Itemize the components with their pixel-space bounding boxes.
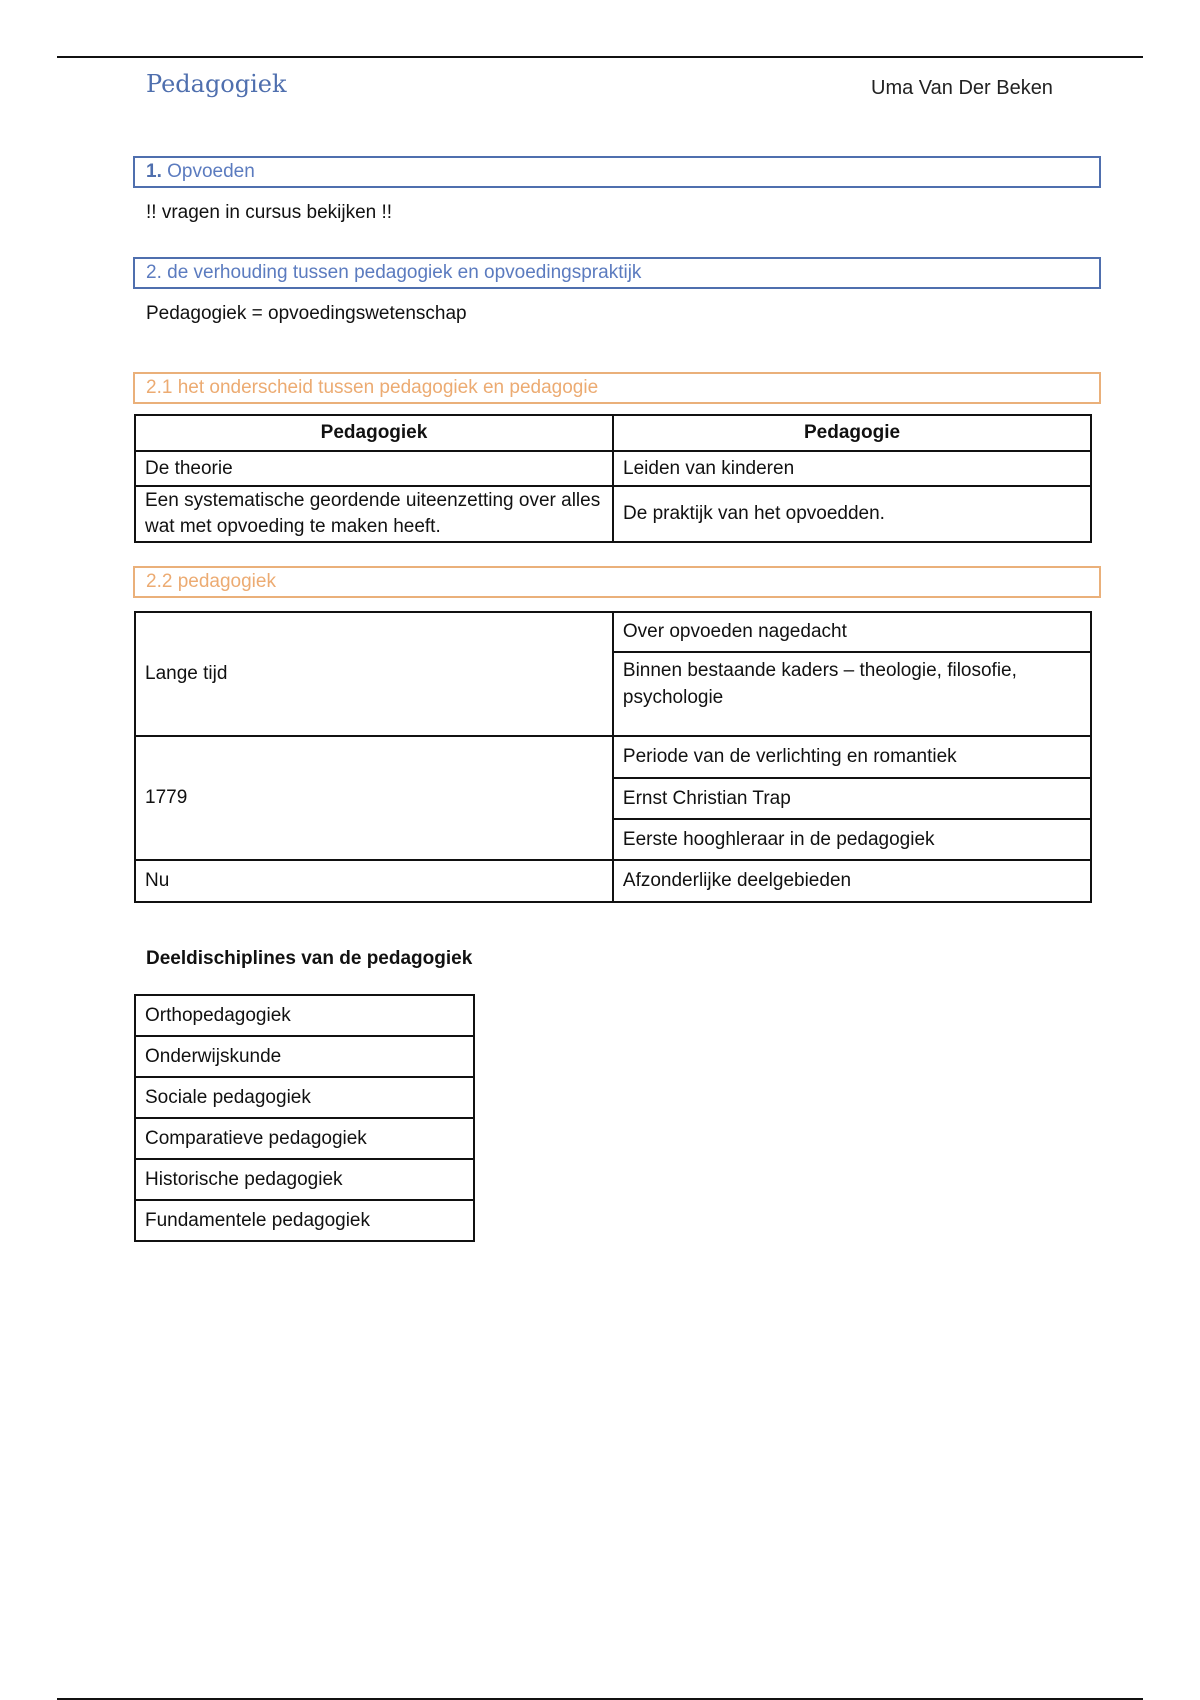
table-cell: Periode van de verlichting en romantiek bbox=[613, 736, 1091, 778]
table-header-row bbox=[135, 415, 1091, 451]
period-label: 1779 bbox=[135, 736, 613, 860]
discipline-cell: Orthopedagogiek bbox=[135, 995, 474, 1036]
comparison-table bbox=[134, 414, 1092, 543]
section-2-definition: Pedagogiek = opvoedingswetenschap bbox=[146, 303, 467, 324]
table-row bbox=[135, 1036, 474, 1077]
disciplines-table bbox=[134, 994, 475, 1242]
table-cell: Over opvoeden nagedacht bbox=[613, 612, 1091, 652]
discipline-cell: Comparatieve pedagogiek bbox=[135, 1118, 474, 1159]
heading-section-2-2: 2.2 pedagogiek bbox=[133, 566, 1101, 598]
table-row bbox=[135, 736, 1091, 778]
table-row bbox=[135, 1077, 474, 1118]
table-row bbox=[135, 451, 1091, 486]
table-cell: De theorie bbox=[135, 451, 613, 486]
discipline-cell: Historische pedagogiek bbox=[135, 1159, 474, 1200]
section-1-note: !! vragen in cursus bekijken !! bbox=[146, 202, 393, 223]
history-table bbox=[134, 611, 1092, 903]
table-cell: Afzonderlijke deelgebieden bbox=[613, 860, 1091, 902]
heading-section-2-1: 2.1 het onderscheid tussen pedagogiek en pedagogie bbox=[133, 372, 1101, 404]
heading-text: Opvoeden bbox=[167, 161, 255, 182]
table-row bbox=[135, 1118, 474, 1159]
table-cell: Binnen bestaande kaders – theologie, filosofie, psychologie bbox=[613, 652, 1091, 736]
disciplines-heading: Deeldischiplines van de pedagogiek bbox=[146, 948, 473, 969]
table-row bbox=[135, 860, 1091, 902]
table-cell: Ernst Christian Trap bbox=[613, 778, 1091, 819]
heading-number: 1. bbox=[146, 161, 162, 182]
discipline-cell: Fundamentele pedagogiek bbox=[135, 1200, 474, 1241]
table-row bbox=[135, 486, 1091, 542]
author-name: Uma Van Der Beken bbox=[871, 77, 1053, 99]
table-cell: Eerste hooghleraar in de pedagogiek bbox=[613, 819, 1091, 860]
discipline-cell: Onderwijskunde bbox=[135, 1036, 474, 1077]
table-row bbox=[135, 995, 474, 1036]
table-cell: Leiden van kinderen bbox=[613, 451, 1091, 486]
table-row bbox=[135, 1159, 474, 1200]
table-cell: De praktijk van het opvoedden. bbox=[613, 486, 1091, 542]
column-header: Pedagogie bbox=[613, 415, 1091, 451]
top-rule bbox=[57, 56, 1143, 58]
document-title: Pedagogiek bbox=[146, 70, 287, 98]
heading-section-1 bbox=[133, 156, 1101, 188]
table-cell: Een systematische geordende uiteenzetting over alles wat met opvoeding te maken heeft. bbox=[135, 486, 613, 542]
period-label: Nu bbox=[135, 860, 613, 902]
column-header: Pedagogiek bbox=[135, 415, 613, 451]
period-label: Lange tijd bbox=[135, 612, 613, 736]
heading-section-2: 2. de verhouding tussen pedagogiek en opvoedingspraktijk bbox=[133, 257, 1101, 289]
table-row bbox=[135, 1200, 474, 1241]
table-row bbox=[135, 612, 1091, 652]
discipline-cell: Sociale pedagogiek bbox=[135, 1077, 474, 1118]
